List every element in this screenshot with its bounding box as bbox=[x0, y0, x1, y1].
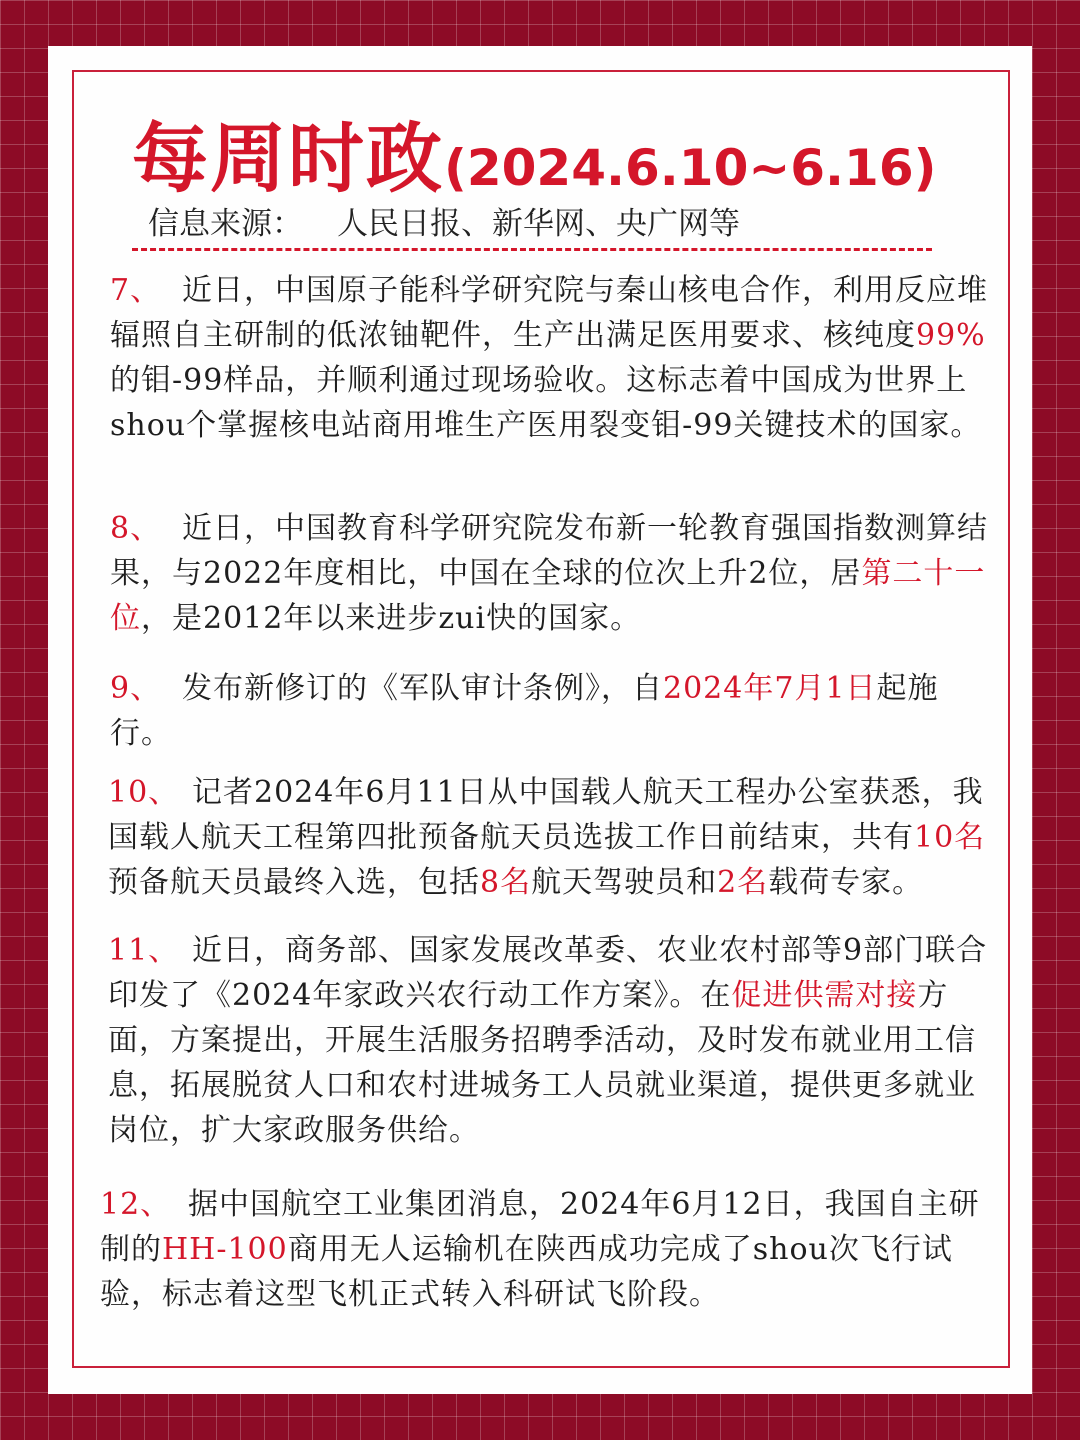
item-highlight: HH-100 bbox=[162, 1232, 288, 1267]
item-text-end: 的钼-99样品，并顺利通过现场验收。这标志着中国成为世界上shou个掌握核电站商用堆生产医用裂变钼-99关键技术的国家。 bbox=[110, 363, 982, 443]
source-line bbox=[148, 198, 740, 243]
item-highlight-2: 8名 bbox=[480, 865, 532, 900]
item-number: 7、 bbox=[110, 273, 162, 308]
item-text: 近日，中国原子能科学研究院与秦山核电合作，利用反应堆辐照自主研制的低浓铀靶件，生产出满足医用要求、核纯度 bbox=[110, 273, 988, 353]
dashed-divider bbox=[132, 248, 932, 251]
item-text: 发布新修订的《军队审计条例》，自 bbox=[182, 671, 663, 706]
item-number: 12、 bbox=[100, 1187, 172, 1222]
news-item-8 bbox=[110, 506, 1006, 641]
item-text-mid-2: 航天驾驶员和 bbox=[531, 865, 718, 900]
item-text-end: 商用无人运输机在陕西成功完成了shou次飞行试验，标志着这型飞机正式转入科研试飞阶段。 bbox=[100, 1232, 953, 1312]
page-title bbox=[132, 98, 936, 207]
title-date-range: (2024.6.10~6.16) bbox=[444, 139, 937, 197]
item-highlight: 99% bbox=[916, 318, 986, 353]
item-highlight-3: 2名 bbox=[717, 865, 769, 900]
item-text: 近日，商务部、国家发展改革委、农业农村部等9部门联合印发了《2024年家政兴农行动工作方案》。在 bbox=[108, 933, 988, 1013]
item-highlight: 第二十一位 bbox=[110, 556, 986, 636]
item-highlight: 10名 bbox=[914, 820, 986, 855]
item-text-end: 载荷专家。 bbox=[768, 865, 924, 900]
item-text-end: ，是2012年以来进步zui快的国家。 bbox=[141, 601, 642, 636]
content-card bbox=[48, 46, 1032, 1394]
item-highlight: 2024年7月1日 bbox=[663, 671, 877, 706]
item-text-end: 起施行。 bbox=[110, 671, 939, 751]
item-text: 据中国航空工业集团消息，2024年6月12日，我国自主研制的 bbox=[100, 1187, 980, 1267]
source-value: 人民日报、新华网、央广网等 bbox=[337, 206, 740, 242]
source-label: 信息来源： bbox=[148, 206, 303, 242]
item-text: 近日，中国教育科学研究院发布新一轮教育强国指数测算结果，与2022年度相比，中国在全球的位次上升2位，居 bbox=[110, 511, 988, 591]
news-item-9 bbox=[110, 666, 970, 756]
item-number: 10、 bbox=[108, 775, 180, 810]
item-highlight: 促进供需对接 bbox=[731, 978, 918, 1013]
news-item-10 bbox=[108, 770, 1004, 905]
item-text-end: 方面，方案提出，开展生活服务招聘季活动，及时发布就业用工信息，拓展脱贫人口和农村进城务工人员就业渠道，提供更多就业岗位，扩大家政服务供给。 bbox=[108, 978, 976, 1148]
news-item-7 bbox=[110, 268, 1006, 448]
item-number: 8、 bbox=[110, 511, 162, 546]
item-text: 记者2024年6月11日从中国载人航天工程办公室获悉，我国载人航天工程第四批预备航天员选拔工作日前结束，共有 bbox=[108, 775, 984, 855]
item-number: 9、 bbox=[110, 671, 162, 706]
news-item-11 bbox=[108, 928, 1004, 1153]
title-text: 每周时政 bbox=[132, 114, 444, 203]
news-item-12 bbox=[100, 1182, 980, 1317]
item-number: 11、 bbox=[108, 933, 180, 968]
item-text-mid: 预备航天员最终入选，包括 bbox=[108, 865, 480, 900]
